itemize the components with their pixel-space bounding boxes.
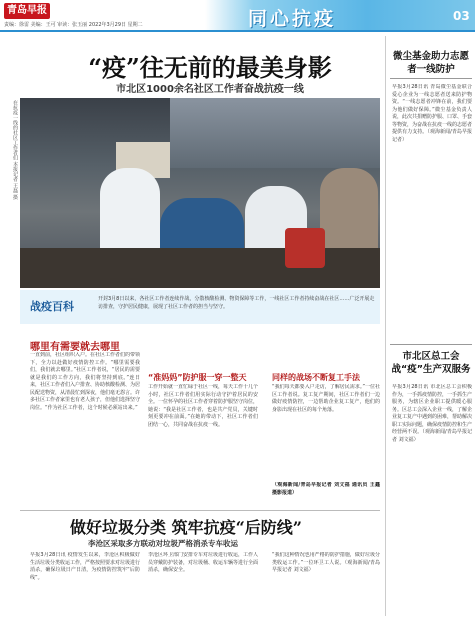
side-headline: 市北区总工会战“疫”生产双服务 bbox=[391, 351, 471, 375]
story-byline: （观海新闻/青岛早报记者 刘文福 通讯员 王鑫 摄影报道） bbox=[272, 482, 380, 496]
bottom-subheadline: 李沧区采取多方联动对垃圾严格消杀专车收运 bbox=[88, 539, 238, 548]
story-column: 工作开始就一直忙碌于社区一线，每天工作十几个小时，社区工作者们用实际行动守护着居民的安全。一位怀孕的社区工作者穿着防护服坚守岗位，她说：“我是社区工作者，也是共产党员，关键时刻更要冲在前面。”在她的带动下，社区工作者们团结一心，共同奋战在抗疫一线。 bbox=[148, 384, 258, 428]
side-headline: 微尘基金助力志愿者一线防护 bbox=[392, 51, 469, 75]
bottom-column: 李沧区环卫部门安排专车对垃圾进行收运，工作人员穿戴防护装备，对垃圾桶、收运车辆等进行全面消杀，确保安全。 bbox=[148, 552, 258, 573]
main-subheadline: 市北区1000余名社区工作者奋战抗疫一线 bbox=[116, 84, 304, 95]
scene-tag: 战疫百科 bbox=[30, 300, 74, 313]
side-column: 早报3月28日讯 市北区总工会积极作为，一手抓疫情防控，一手抓生产服务，为辖区企业职工提供暖心服务。区总工会深入企业一线，了解企业复工复产中遇到的困难，帮助解决职工实际问题，确保疫情防控和生产经营两不误。（观海新闻/青岛早报记者 刘文福） bbox=[392, 384, 472, 443]
story-title: 哪里有需要就去哪里 bbox=[30, 342, 120, 353]
bottom-column: “我们这种情况也用严格的防护措施，做好垃圾分类收运工作。”一位环卫工人说。（观海新闻/青岛早报记者 刘文福） bbox=[272, 552, 380, 573]
story-subhead: “准妈妈”防护服一穿一整天 bbox=[148, 373, 247, 382]
photo-table bbox=[20, 248, 380, 288]
story-subhead: 同样的战场不断复工手法 bbox=[272, 373, 360, 382]
photo-tent bbox=[170, 98, 380, 168]
column-divider bbox=[385, 36, 386, 616]
story-column: 一直到前，社区组织入户。在社区工作者们的带领下，全力以赴做好疫情防控工作。“哪里需要我们，我们就去哪里。”社区工作者说，“居民的需要就是我们的工作方向，我们将坚持到底。”连日来，社区工作者们入户排查、协助核酸检测、为居民配送物资，从清晨忙到深夜，他们毫无怨言。许多社区工作者家里也有老人孩子，但他们选择坚守岗位。“作为社区工作者，这个时候必须站出来。” bbox=[30, 352, 140, 411]
section-divider bbox=[20, 510, 380, 511]
bottom-headline: 做好垃圾分类 筑牢抗疫“后防线” bbox=[70, 518, 302, 537]
edit-line: 责编：徐雷 美编：王可 审读：张玉丽 2022年3月29日 星期二 bbox=[4, 22, 143, 28]
section-title: 同心抗疫 bbox=[248, 8, 337, 30]
main-headline: “疫”往无前的最美身影 bbox=[88, 53, 332, 82]
page-number: 03 bbox=[453, 9, 470, 23]
top-rule bbox=[0, 30, 475, 32]
photo-caption: 在抗疫一线的社区工作者们 本报记者 王磊 摄 bbox=[12, 100, 18, 200]
side-rule bbox=[390, 344, 472, 345]
side-rule bbox=[390, 78, 472, 79]
side-column: 早报3月28日讯 青岛微尘基金联合爱心企业为一线志愿者送来防护物资。“一线志愿者冲锋在前，我们要为他们做好保障。”微尘基金负责人说，此次共捐赠防护服、口罩、手套等物资，为奋战在抗疫一线的志愿者提供有力支持。（观海新闻/青岛早报记者） bbox=[392, 84, 472, 143]
story-column: “我们每天都要入户走访，了解居民需求。”一位社区工作者说。复工复产期间，社区工作者们一边做好疫情防控，一边帮助企业复工复产，他们的身影出现在社区的每个角落。 bbox=[272, 384, 380, 413]
newspaper-logo: 青岛早报 bbox=[4, 3, 50, 19]
section-banner bbox=[205, 0, 475, 30]
bottom-column: 早报3月28日讯 疫情发生以来，李沧区积极做好生活垃圾分类收运工作，严格按照要求对垃圾进行消杀，确保垃圾日产日清，为疫情防控筑牢“后防线”。 bbox=[30, 552, 140, 581]
photo-red-box bbox=[285, 228, 325, 268]
scene-text: 开封3月8日以来，各社区工作者连续作战，分散核酸检测、物资保障等工作，一线社区工作者持续奋战在社区……广泛开展走访排查，守护居民健康，展现了社区工作者的担当与坚守。 bbox=[98, 296, 375, 310]
news-photo bbox=[20, 98, 380, 288]
masthead bbox=[0, 0, 475, 30]
